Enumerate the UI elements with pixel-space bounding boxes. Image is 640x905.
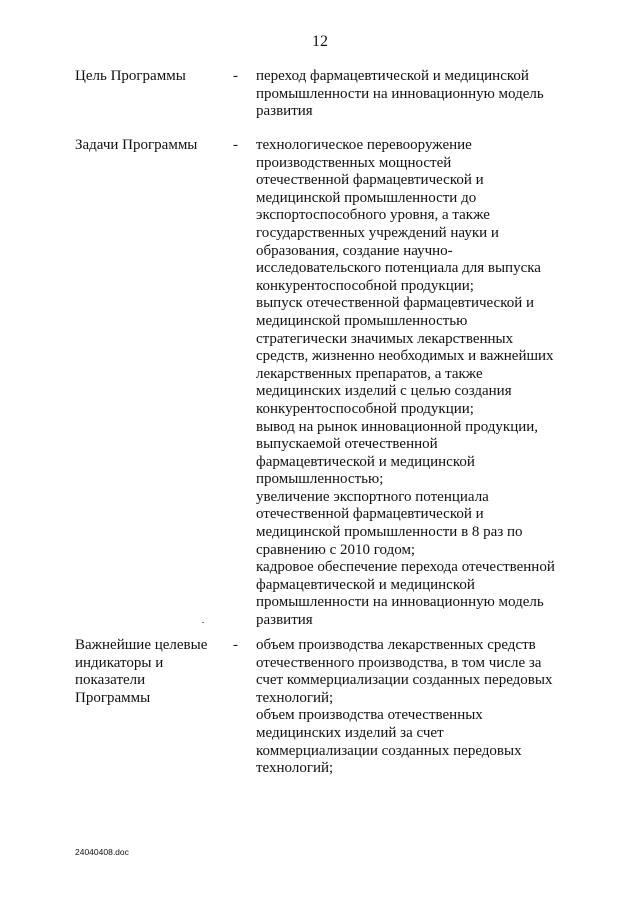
text-line: исследовательского потенциала для выпуска [256, 260, 541, 277]
text-line: медицинской промышленности в 8 раз по [256, 524, 523, 541]
text-line: увеличение экспортного потенциала [256, 488, 489, 505]
text-line: экспортоспособного уровня, а также [256, 207, 490, 224]
text-line: отечественной фармацевтической и [256, 172, 484, 189]
text-line: государственных учреждений науки и [256, 224, 499, 241]
text-line: стратегически значимых лекарственных [256, 330, 514, 347]
text-line: коммерциализации созданных передовых [256, 742, 522, 759]
text-line: развития [256, 103, 313, 120]
section-content [256, 68, 576, 121]
text-line: фармацевтической и медицинской [256, 576, 475, 593]
footer-filename: 24040408.doc [75, 847, 129, 857]
text-line: конкурентоспособной продукции; [256, 400, 474, 417]
text-line: средств, жизненно необходимых и важнейших [256, 348, 554, 365]
text-line: медицинских изделий с целью создания [256, 383, 512, 400]
text-line: выпускаемой отечественной [256, 436, 438, 453]
text-line: технологий; [256, 689, 334, 706]
section-content [256, 137, 576, 630]
text-line: отечественной фармацевтической и [256, 506, 484, 523]
text-line: выпуск отечественной фармацевтической и [256, 295, 535, 312]
section-dash: - [233, 137, 238, 153]
text-line: сравнению с 2010 годом; [256, 541, 416, 558]
section-label: Цель Программы [75, 68, 186, 84]
text-line: вывод на рынок инновационной продукции, [256, 418, 539, 435]
text-line: объем производства отечественных [256, 707, 483, 724]
section-dash: - [233, 637, 238, 653]
scan-speck [202, 622, 204, 623]
text-line: медицинской промышленностью [256, 312, 468, 329]
text-line: образования, создание научно- [256, 242, 453, 259]
text-line: лекарственных препаратов, а также [256, 365, 483, 382]
text-line: счет коммерциализации созданных передовых [256, 672, 553, 689]
text-line: промышленности на инновационную модель [256, 85, 544, 102]
text-line: отечественного производства, в том числе за [256, 654, 542, 671]
section-dash: - [233, 68, 238, 84]
text-line: промышленности на инновационную модель [256, 594, 544, 611]
text-line: медицинской промышленности до [256, 189, 477, 206]
text-line: кадровое обеспечение перехода отечественной [256, 559, 555, 576]
page-number: 12 [312, 33, 328, 50]
text-line: промышленностью; [256, 471, 384, 488]
section-label: Задачи Программы [75, 137, 198, 153]
text-line: технологическое перевооружение [256, 137, 472, 153]
section-label: Важнейшие целевые индикаторы и показатели Программы [75, 637, 208, 706]
text-line: конкурентоспособной продукции; [256, 277, 474, 294]
section-content [256, 637, 576, 778]
text-line: производственных мощностей [256, 154, 452, 171]
text-line: переход фармацевтической и медицинской [256, 68, 529, 84]
text-line: технологий; [256, 760, 334, 777]
text-line: объем производства лекарственных средств [256, 637, 536, 653]
text-line: развития [256, 612, 313, 629]
text-line: фармацевтической и медицинской [256, 453, 475, 470]
text-line: медицинских изделий за счет [256, 724, 444, 741]
